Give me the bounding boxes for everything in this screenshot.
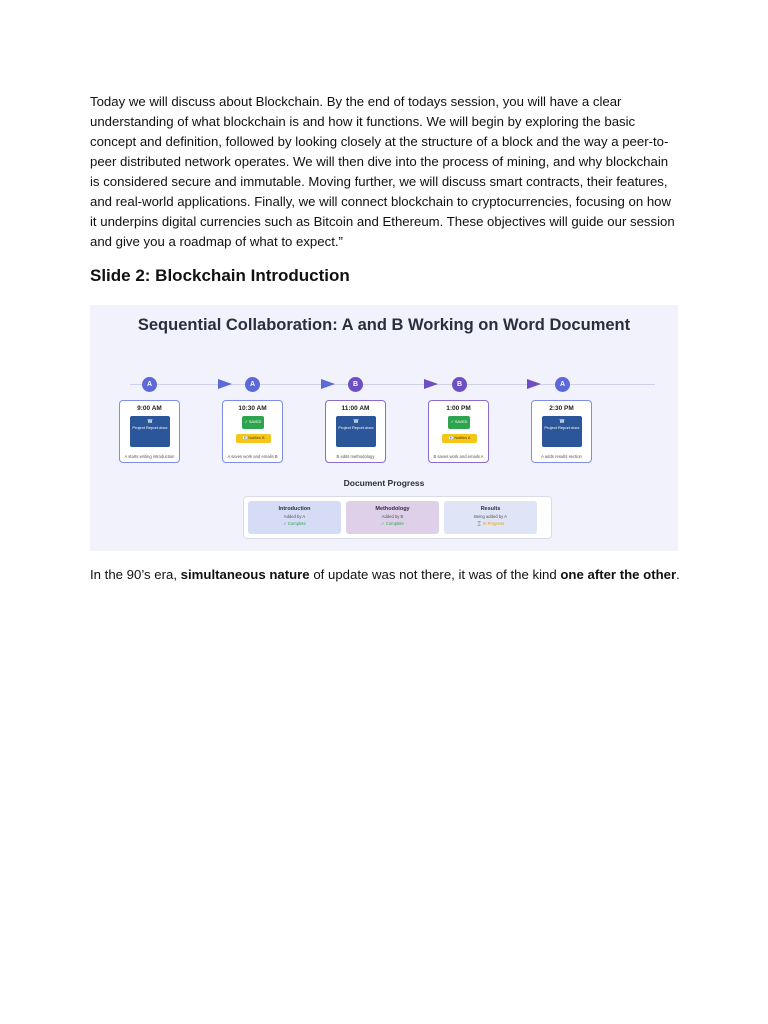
card-time: 11:00 AM: [341, 405, 370, 412]
document-progress: [243, 496, 552, 539]
card-caption: A starts writing introduction: [124, 454, 175, 459]
word-doc-icon: W Project Report.docx: [542, 416, 582, 447]
section-methodology: Methodology Added by B ✓ Complete: [346, 501, 439, 534]
card-caption: B edits methodology: [336, 454, 375, 459]
timeline-card: [325, 400, 386, 463]
arrow-icon: [218, 379, 232, 389]
notify-badge: 📧 Notifies A: [442, 434, 477, 443]
arrow-icon: [321, 379, 335, 389]
figure-title: Sequential Collaboration: A and B Working on Word Document: [137, 316, 631, 334]
timeline-card: [119, 400, 180, 463]
collaboration-figure: [90, 305, 678, 551]
card-time: 10:30 AM: [238, 405, 267, 412]
notify-badge: 📧 Notifies B: [236, 434, 271, 443]
card-caption: A adds results section: [541, 454, 582, 459]
intro-paragraph: Today we will discuss about Blockchain. By the end of todays session, you will have a clear understanding of what blockchain is and how it functions. We will begin by exploring the basic concept and definition, followed by looking closely at the structure of a block and the way a peer-to-peer distributed network operates. We will then dive into the process of mining, and why blockchain is considered secure and immutable. Moving further, we will discuss smart contracts, their features, and real-world applications. Finally, we will connect blockchain to cryptocurrencies, focusing on how it underpins digital currencies such as Bitcoin and Ethereum. These objectives will guide our session and give you a roadmap of what to expect.”: [90, 94, 675, 249]
section-introduction: Introduction Added by A ✓ Complete: [248, 501, 341, 534]
card-time: 2:30 PM: [549, 405, 574, 412]
card-caption: A saves work and emails B: [227, 454, 278, 459]
card-time: 1:00 PM: [446, 405, 471, 412]
slide-heading: Slide 2: Blockchain Introduction: [90, 266, 350, 285]
person-node-b: B: [452, 377, 467, 392]
card-caption: B saves work and emails A: [433, 454, 484, 459]
timeline-card: [222, 400, 283, 463]
timeline-card: [428, 400, 489, 463]
arrow-icon: [424, 379, 438, 389]
person-node-b: B: [348, 377, 363, 392]
saved-badge: ✓ SAVED: [448, 416, 470, 429]
person-node-a: A: [555, 377, 570, 392]
word-doc-icon: W Project Report.docx: [130, 416, 170, 447]
person-node-a: A: [245, 377, 260, 392]
person-node-a: A: [142, 377, 157, 392]
word-doc-icon: W Project Report.docx: [336, 416, 376, 447]
section-results: Results Being added by A ⏳ In Progress: [444, 501, 537, 534]
arrow-icon: [527, 379, 541, 389]
saved-badge: ✓ SAVED: [242, 416, 264, 429]
timeline-line: [130, 384, 655, 385]
closing-paragraph: In the 90’s era, simultaneous nature of update was not there, it was of the kind one after the other.: [90, 567, 680, 582]
progress-title: Document Progress: [343, 478, 425, 488]
timeline-card: [531, 400, 592, 463]
bold-phrase: simultaneous nature: [180, 567, 310, 582]
bold-phrase: one after the other: [560, 567, 677, 582]
card-time: 9:00 AM: [137, 405, 162, 412]
